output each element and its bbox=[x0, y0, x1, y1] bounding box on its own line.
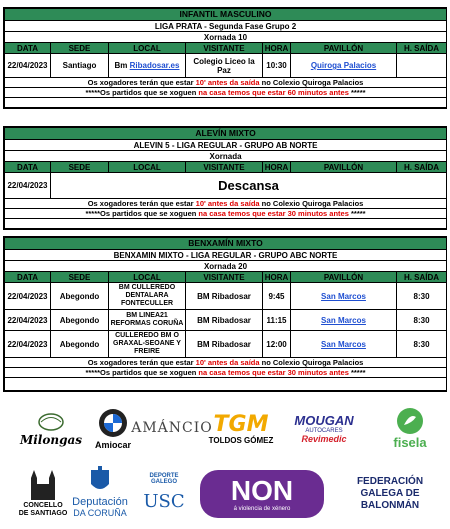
match-time: 10:30 bbox=[263, 54, 291, 78]
match-visitor: BM Ribadosar bbox=[186, 283, 263, 310]
spacer-row bbox=[5, 219, 447, 229]
header-visitor: VISITANTE bbox=[186, 272, 263, 283]
match-visitor: BM Ribadosar bbox=[186, 331, 263, 358]
header-time: HORA bbox=[263, 272, 291, 283]
round-title: Xornada bbox=[5, 151, 447, 162]
note-arrival: Os xogadores terán que estar 10' antes da saída no Colexio Quiroga Palacios bbox=[5, 78, 447, 88]
header-time: HORA bbox=[263, 43, 291, 54]
benxamin-schedule-block bbox=[3, 236, 447, 392]
local-link[interactable]: Ribadosar.es bbox=[129, 61, 180, 70]
header-departure: H. SAÍDA bbox=[397, 162, 447, 173]
header-local: LOCAL bbox=[109, 162, 186, 173]
toldos-gomez-logo: TGM TOLDOS GÓMEZ bbox=[208, 411, 274, 445]
fisela-leaf-icon bbox=[396, 407, 424, 435]
federacion-balonman-logo: FEDERACIÓN GALEGA DE BALONMÁN bbox=[356, 476, 424, 511]
match-sede: Abegondo bbox=[51, 283, 109, 310]
category-title: BENXAMÍN MIXTO bbox=[5, 238, 447, 250]
match-time: 12:00 bbox=[263, 331, 291, 358]
match-local: CULLEREDO BM O GRAXAL-SEOANE Y FREIRE bbox=[109, 331, 186, 358]
header-sede: SEDE bbox=[51, 272, 109, 283]
table-row bbox=[5, 310, 447, 331]
mougan-logo: MOUGAN AUTOCARES Revimedic bbox=[294, 412, 354, 444]
note-home-games: *****Os partidos que se xoguen na casa temos que estar 30 minutos antes ***** bbox=[5, 368, 447, 378]
amiocar-logo: Amiocar bbox=[90, 402, 136, 454]
match-departure: 8:30 bbox=[397, 310, 447, 331]
note-arrival: Os xogadores terán que estar 10' antes da saída no Colexio Quiroga Palacios bbox=[5, 199, 447, 209]
header-pavilion: PAVILLÓN bbox=[291, 272, 397, 283]
table-row bbox=[5, 173, 447, 199]
concello-santiago-logo: CONCELLO DE SANTIAGO bbox=[18, 462, 68, 524]
infantil-schedule-block bbox=[3, 7, 447, 109]
header-date: DATA bbox=[5, 162, 51, 173]
match-visitor: BM Ribadosar bbox=[186, 310, 263, 331]
spacer-row bbox=[5, 98, 447, 108]
match-pavilion bbox=[291, 283, 397, 310]
league-title: LIGA PRATA - Segunda Fase Grupo 2 bbox=[5, 21, 447, 32]
header-sede: SEDE bbox=[51, 43, 109, 54]
rest-status: Descansa bbox=[51, 173, 447, 199]
table-row bbox=[5, 283, 447, 310]
header-pavilion: PAVILLÓN bbox=[291, 162, 397, 173]
round-title: Xornada 10 bbox=[5, 32, 447, 43]
header-visitor: VISITANTE bbox=[186, 43, 263, 54]
pavilion-link[interactable]: San Marcos bbox=[321, 315, 366, 325]
match-pavilion bbox=[291, 54, 397, 78]
coat-of-arms-icon bbox=[89, 466, 111, 496]
match-visitor: Colegio Liceo la Paz bbox=[186, 54, 263, 78]
header-local: LOCAL bbox=[109, 272, 186, 283]
category-title: INFANTIL MASCULINO bbox=[5, 9, 447, 21]
pavilion-link[interactable]: San Marcos bbox=[321, 291, 366, 301]
non-violencia-logo: NON á violencia de xénero bbox=[200, 470, 324, 518]
match-date: 22/04/2023 bbox=[5, 310, 51, 331]
header-departure: H. SAÍDA bbox=[397, 272, 447, 283]
local-prefix: Bm bbox=[114, 61, 128, 70]
pavilion-link[interactable]: Quiroga Palacios bbox=[310, 61, 377, 70]
match-local: BM CULLEREDO DENTALARA FONTECULLER bbox=[109, 283, 186, 310]
match-pavilion bbox=[291, 310, 397, 331]
match-date: 22/04/2023 bbox=[5, 283, 51, 310]
match-departure: 8:30 bbox=[397, 283, 447, 310]
header-sede: SEDE bbox=[51, 162, 109, 173]
note-arrival: Os xogadores terán que estar 10' antes da saída no Colexio Quiroga Palacios bbox=[5, 358, 447, 368]
note-home-games: *****Os partidos que se xoguen na casa temos que estar 30 minutos antes ***** bbox=[5, 209, 447, 219]
match-local: BM LINEA21 REFORMAS CORUÑA bbox=[109, 310, 186, 331]
table-row bbox=[5, 54, 447, 78]
match-local bbox=[109, 54, 186, 78]
milongas-logo: Milongas bbox=[20, 405, 82, 453]
pavilion-link[interactable]: San Marcos bbox=[321, 339, 366, 349]
amancio-logo: AMÁNCIO bbox=[131, 420, 213, 436]
match-sede: Abegondo bbox=[51, 331, 109, 358]
note-home-games: *****Os partidos que se xoguen na casa temos que estar 60 minutos antes ***** bbox=[5, 88, 447, 98]
league-title: BENXAMIN MIXTO - LIGA REGULAR - GRUPO ABC NORTE bbox=[5, 250, 447, 261]
header-date: DATA bbox=[5, 43, 51, 54]
match-time: 9:45 bbox=[263, 283, 291, 310]
match-sede: Santiago bbox=[51, 54, 109, 78]
header-pavilion: PAVILLÓN bbox=[291, 43, 397, 54]
spacer-row bbox=[5, 378, 447, 391]
match-sede: Abegondo bbox=[51, 310, 109, 331]
header-local: LOCAL bbox=[109, 43, 186, 54]
round-title: Xornada 20 bbox=[5, 261, 447, 272]
match-time: 11:15 bbox=[263, 310, 291, 331]
deputacion-coruna-logo: Deputación DA CORUÑA bbox=[70, 460, 130, 524]
fisela-logo: fisela bbox=[380, 402, 440, 454]
league-title: ALEVIN 5 - LIGA REGULAR - GRUPO AB NORTE bbox=[5, 140, 447, 151]
match-date: 22/04/2023 bbox=[5, 54, 51, 78]
header-date: DATA bbox=[5, 272, 51, 283]
table-row bbox=[5, 331, 447, 358]
match-date: 22/04/2023 bbox=[5, 173, 51, 199]
cathedral-icon bbox=[29, 468, 57, 502]
match-departure: 8:30 bbox=[397, 331, 447, 358]
header-visitor: VISITANTE bbox=[186, 162, 263, 173]
category-title: ALEVÍN MIXTO bbox=[5, 128, 447, 140]
deporte-galego-usc-logo: DEPORTE GALEGO USC bbox=[143, 472, 185, 512]
header-departure: H. SAÍDA bbox=[397, 43, 447, 54]
match-date: 22/04/2023 bbox=[5, 331, 51, 358]
match-departure bbox=[397, 54, 447, 78]
leaf-icon bbox=[36, 411, 66, 433]
alevin-schedule-block bbox=[3, 126, 447, 230]
match-pavilion bbox=[291, 331, 397, 358]
header-time: HORA bbox=[263, 162, 291, 173]
bmw-roundel-icon bbox=[98, 408, 128, 438]
